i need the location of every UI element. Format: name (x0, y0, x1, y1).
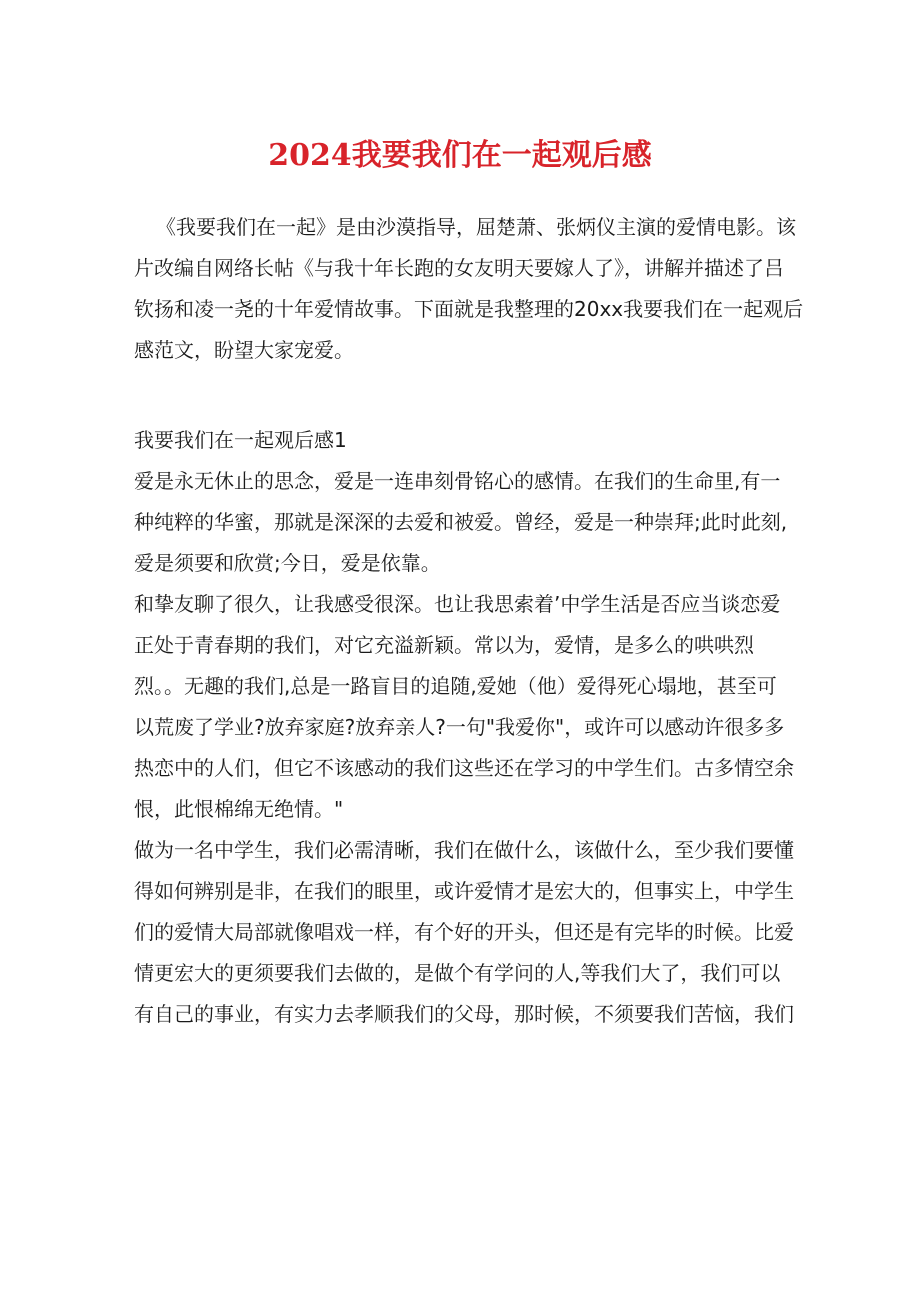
body-line: 种纯粹的华蜜，那就是深深的去爱和被爱。曾经，爱是一种崇拜;此时此刻, (134, 510, 788, 534)
paragraph-gap (134, 371, 794, 420)
body-line: 正处于青春期的我们，对它充溢新颖。常以为，爱情，是多么的哄哄烈 (134, 633, 754, 657)
body-line: 们的爱情大局部就像唱戏一样，有个好的开头，但还是有完毕的时候。比爱 (134, 920, 794, 944)
intro-line: 《我要我们在一起》是由沙漠指导，屈楚萧、张炳仪主演的爱情电影。该 (156, 215, 796, 239)
body-line: 爱是须要和欣赏;今日，爱是依靠。 (134, 551, 441, 575)
body-line: 以荒废了学业?放弃家庭?放弃亲人?一句"我爱你"，或许可以感动许很多多 (134, 715, 785, 739)
document-body (134, 207, 804, 1035)
document-title: 2024我要我们在一起观后感 (268, 138, 652, 173)
body-line: 爱是永无休止的思念，爱是一连串刻骨铭心的感情。在我们的生命里,有一 (134, 469, 781, 493)
body-line: 和挚友聊了很久，让我感受很深。也让我思索着’中学生活是否应当谈恋爱 (134, 592, 781, 616)
section-heading: 我要我们在一起观后感1 (134, 428, 347, 452)
body-line: 情更宏大的更须要我们去做的，是做个有学问的人,等我们大了，我们可以 (134, 961, 781, 985)
intro-line: 钦扬和凌一尧的十年爱情故事。下面就是我整理的20xx我要我们在一起观后 (134, 297, 804, 321)
intro-paragraph (134, 207, 804, 371)
body-line: 有自己的事业，有实力去孝顺我们的父母，那时候，不须要我们苦恼，我们 (134, 1002, 794, 1026)
intro-line: 片改编自网络长帖《与我十年长跑的女友明天要嫁人了》，讲解并描述了吕 (134, 256, 784, 280)
body-line: 恨，此恨棉绵无绝情。" (134, 797, 344, 821)
body-line: 烈。。无趣的我们,总是一路盲目的追随,爱她（他）爱得死心塌地，甚至可 (134, 674, 777, 698)
body-line: 热恋中的人们，但它不该感动的我们这些还在学习的中学生们。古多情空余 (134, 756, 794, 780)
body-line: 做为一名中学生，我们必需清晰，我们在做什么，该做什么，至少我们要懂 (134, 838, 794, 862)
body-line: 得如何辨别是非，在我们的眼里，或许爱情才是宏大的，但事实上，中学生 (134, 879, 794, 903)
intro-line: 感范文，盼望大家宠爱。 (134, 338, 354, 362)
section-body (134, 461, 794, 1035)
